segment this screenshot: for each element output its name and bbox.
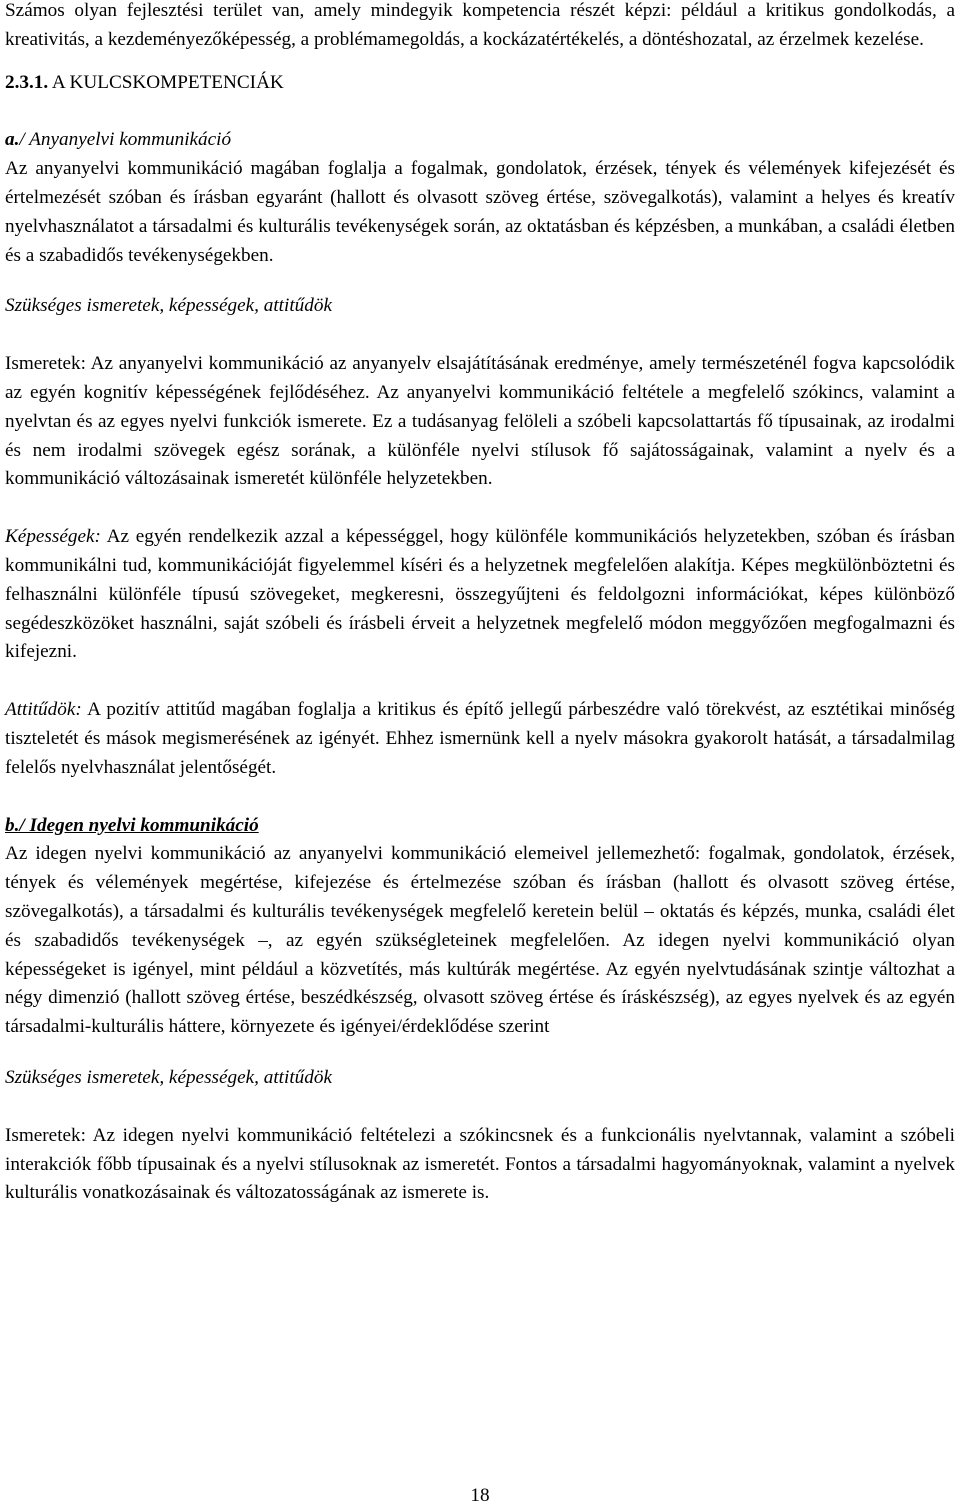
subsection-a-heading xyxy=(5,126,955,155)
attitudes-label: Attitűdök: xyxy=(5,699,82,721)
intro-paragraph: Számos olyan fejlesztési terület van, amely mindegyik kompetencia részét képzi: például a kritikus gondolkodás, a kreativitás, a kezdeményezőképesség, a problémamegoldás, a kockázatértékelés, a döntéshozatal, az érzelmek kezelése. xyxy=(5,0,955,50)
subsection-a-knowledge: Ismeretek: Az anyanyelvi kommunikáció az anyanyelv elsajátításának eredménye, amely természeténél fogva kapcsolódik az egyén kognitív képességének fejlődéséhez. Az anyanyelvi kommunikáció feltétele a megfelelő szókincs, valamint a nyelvtan és az egyes nyelvi funkciók ismerete. Ez a tudásanyag felöleli a szóbeli kapcsolattartás fő típusainak, az irodalmi és nem irodalmi szövegek egész sorának, a különféle nyelvi stílusok fő sajátosságainak, valamint a nyelv és a kommunikáció változásainak ismeretét különféle helyzetekben. xyxy=(5,353,955,490)
subsection-b-subheading: Szükséges ismeretek, képességek, attitűdök xyxy=(5,1066,332,1088)
section-title: A KULCSKOMPETENCIÁK xyxy=(51,71,284,93)
section-heading xyxy=(5,69,955,98)
skills-text: Az egyén rendelkezik azzal a képességgel, hogy különféle kommunikációs helyzetekben, szóban és írásban kommunikálni tud, kommunikációját figyelemmel kíséri és a helyzetnek megfelelően alakítja. Képes megkülönböztetni és felhasználni különféle típusú szövegeket, megkeresni, összegyűjteni és feldolgozni információkat, képes különböző segédeszközöket használni, saját szóbeli és írásbeli érveit a helyzetnek megfelelő módon meggyőzően megfogalmazni és kifejezni. xyxy=(5,526,955,663)
document-page xyxy=(5,0,955,1208)
page-number: 18 xyxy=(470,1485,490,1506)
subsection-a-title: / Anyanyelvi kommunikáció xyxy=(19,129,232,151)
subsection-a-skills xyxy=(5,523,955,667)
subsection-a-subheading: Szükséges ismeretek, képességek, attitűdök xyxy=(5,295,332,317)
subsection-a-definition: Az anyanyelvi kommunikáció magában foglalja a fogalmak, gondolatok, érzések, tények és vélemények kifejezését és értelmezését szóban és írásban egyaránt (hallott és olvasott szöveg értése, szövegalkotás), valamint a helyes és kreatív nyelvhasználatot a társadalmi és kulturális tevékenységek során, az oktatásban és képzésben, a munkában, a családi életben és a szabadidős tevékenységekben. xyxy=(5,158,955,266)
subsection-a-prefix: a. xyxy=(5,129,20,151)
subsection-b-heading: b./ Idegen nyelvi kommunikáció xyxy=(5,814,259,836)
subsection-b-knowledge: Ismeretek: Az idegen nyelvi kommunikáció feltételezi a szókincsnek és a funkcionális nyelvtannak, valamint a szóbeli interakciók főbb típusainak és a nyelvi stílusoknak az ismeretét. Fontos a társadalmi hagyományoknak, valamint a nyelvek kulturális vonatkozásainak és változatosságának az ismerete is. xyxy=(5,1124,955,1204)
subsection-b-definition: Az idegen nyelvi kommunikáció az anyanyelvi kommunikáció elemeivel jellemezhető: fogalmak, gondolatok, érzések, tények és vélemények megértése, kifejezése és értelmezése szóban és írásban (hallott és olvasott szöveg értése, szövegalkotás), a társadalmi és kulturális tevékenységek megfelelő keretein belül – oktatás és képzés, munka, családi élet és szabadidős tevékenységek –, az egyén szükségleteinek megfelelően. Az idegen nyelvi kommunikáció olyan képességeket is igényel, mint például a közvetítés, más kultúrák megértése. Az egyén nyelvtudásának szintje változhat a négy dimenzió (hallott szöveg értése, beszédkészség, olvasott szöveg értése és íráskészség), az egyes nyelvek és az egyén társadalmi-kulturális háttere, környezete és igényei/érdeklődése szerint xyxy=(5,843,955,1038)
subsection-a-attitudes xyxy=(5,696,955,782)
section-number: 2.3.1. xyxy=(5,71,49,93)
attitudes-text: A pozitív attitűd magában foglalja a kritikus és építő jellegű párbeszédre való törekvést, az esztétikai minőség tiszteletét és mások megismerésének az igényét. Ehhez ismernünk kell a nyelv másokra gyakorolt hatását, a társadalmilag felelős nyelvhasználat jelentőségét. xyxy=(5,699,955,778)
skills-label: Képességek: xyxy=(5,526,101,548)
